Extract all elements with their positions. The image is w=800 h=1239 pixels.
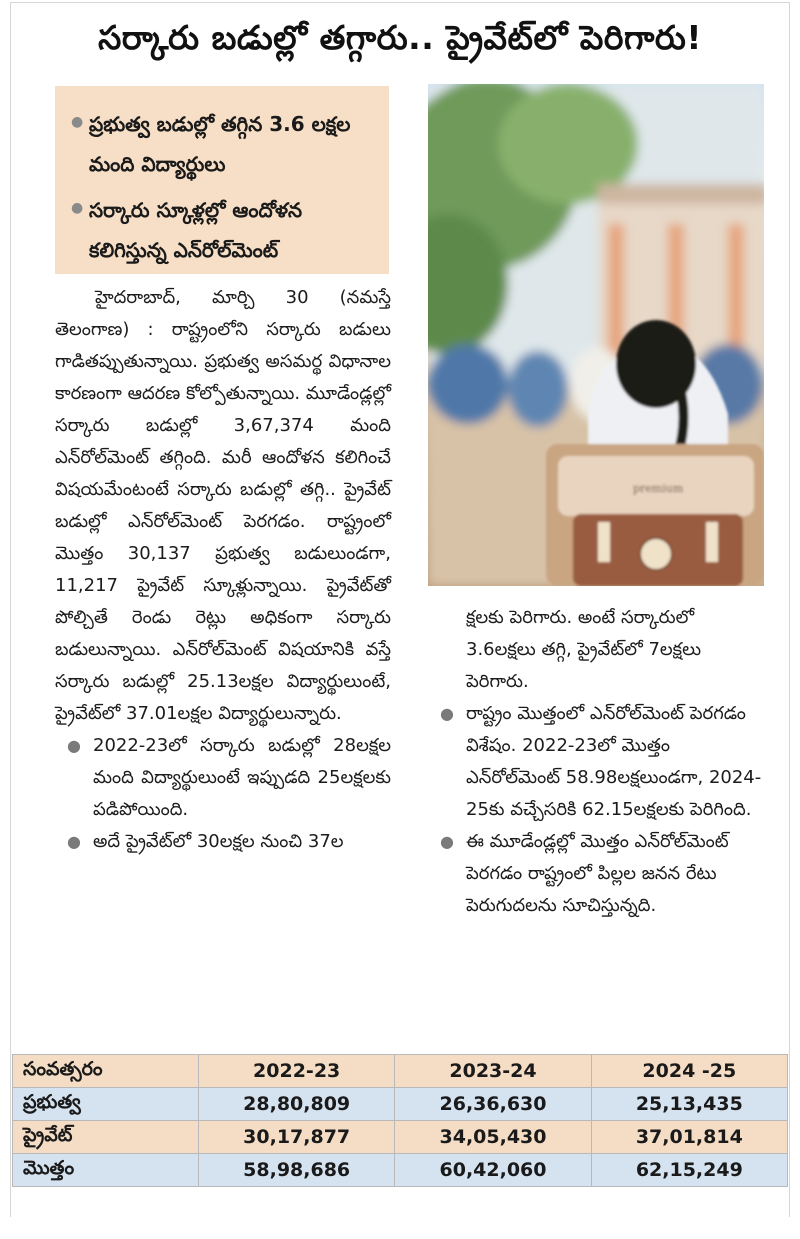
table-cell: 60,42,060 [395, 1154, 591, 1187]
bullet-text: అదే ప్రైవేట్‌లో 30లక్షల నుంచి 37ల [93, 831, 344, 852]
bullet-icon: ● [67, 736, 81, 755]
highlights-box [55, 86, 389, 274]
bullet-point [428, 826, 764, 922]
table-cell: 26,36,630 [395, 1088, 591, 1121]
bullet-icon: ● [67, 832, 81, 851]
bullet-text: ఈ మూడేండ్లల్లో మొత్తం ఎన్‌రోల్‌మెంట్‌ పెరగడం రాష్ట్రంలో పిల్లల జనన రేటు పెరుగుదలను సూచిస్తున్నది. [466, 831, 729, 916]
table-header-cell: 2023-24 [395, 1055, 591, 1088]
lead-paragraph: హైదరాబాద్‌, మార్చి 30 (నమస్తే తెలంగాణ) : రాష్ట్రంలోని సర్కారు బడులు గాడితప్పుతున్నాయి. ప్రభుత్వ అసమర్థ విధానాల కారణంగా ఆదరణ కోల్పోతున్నాయి. మూడేండ్లల్లో సర్కారు బడుల్లో 3,67,374 మంది ఎన్‌రోల్‌మెంట్‌ తగ్గింది. మరీ ఆందోళన కలిగించే విషయమేంటంటే సర్కారు బడుల్లో తగ్గి.. ప్రైవేట్‌ బడుల్లో ఎన్‌రోల్‌మెంట్‌ పెరగడం. రాష్ట్రంలో మొత్తం 30,137 ప్రభుత్వ బడులుండగా, 11,217 ప్రైవేట్‌ స్కూళ్లున్నాయి. ప్రైవేట్‌తో పోల్చితే రెండు రెట్లు అధికంగా సర్కారు బడులున్నాయి. ఎన్‌రోల్‌మెంట్‌ విషయానికి వస్తే సర్కారు బడుల్లో 25.13లక్షల విద్యార్థులుంటే, ప్రైవేట్‌లో 37.01లక్షల విద్యార్థులున్నారు. [55, 287, 391, 724]
table-header-cell: సంవత్సరం [13, 1055, 199, 1088]
table-header-cell: 2024 -25 [591, 1055, 787, 1088]
bullet-point [428, 698, 764, 826]
enrollment-table [12, 1054, 788, 1187]
highlight-item [71, 190, 373, 270]
article-photo [428, 84, 764, 586]
bullet-point [55, 826, 391, 858]
table-row-label: మొత్తం [13, 1154, 199, 1187]
table-row-label: ప్రైవేట్‌ [13, 1121, 199, 1154]
bullet-text: రాష్ట్రం మొత్తంలో ఎన్‌రోల్‌మెంట్‌ పెరగడం విశేషం. 2022-23లో మొత్తం ఎన్‌రోల్‌మెంట్‌ 58.98లక్షలుండగా, 2024-25కు వచ్చేసరికి 62.15లక్షలకు పెరిగింది. [466, 703, 762, 820]
table-cell: 28,80,809 [199, 1088, 395, 1121]
table-cell: 37,01,814 [591, 1121, 787, 1154]
bullet-icon: ● [71, 200, 84, 216]
bullet-point [55, 730, 391, 826]
bullet-icon: ● [440, 704, 454, 723]
highlight-text: ప్రభుత్వ బడుల్లో తగ్గిన 3.6 లక్షల మంది విద్యార్థులు [89, 112, 351, 176]
table-header-row [13, 1055, 788, 1088]
enrollment-table-wrapper [12, 1054, 788, 1187]
table-header-cell: 2022-23 [199, 1055, 395, 1088]
bullet-icon: ● [440, 832, 454, 851]
article-body-right [428, 602, 764, 922]
table-row [13, 1154, 788, 1187]
highlight-item [71, 104, 373, 184]
photo-illustration [428, 84, 764, 586]
article-body-left [55, 282, 391, 858]
table-cell: 62,15,249 [591, 1154, 787, 1187]
bullet-continuation: క్షలకు పెరిగారు. అంటే సర్కారులో 3.6లక్షలు తగ్గి, ప్రైవేట్‌లో 7లక్షలు పెరిగారు. [466, 607, 702, 692]
table-row-label: ప్రభుత్వ [13, 1088, 199, 1121]
table-row [13, 1088, 788, 1121]
table-row [13, 1121, 788, 1154]
bullet-text: 2022-23లో సర్కారు బడుల్లో 28లక్షల మంది విద్యార్థులుంటే ఇప్పుడది 25లక్షలకు పడిపోయింది. [93, 735, 391, 820]
table-cell: 34,05,430 [395, 1121, 591, 1154]
table-cell: 25,13,435 [591, 1088, 787, 1121]
headline: సర్కారు బడుల్లో తగ్గారు.. ప్రైవేట్‌లో పెరిగారు! [98, 18, 702, 57]
svg-text:premium: premium [633, 482, 684, 495]
highlight-text: సర్కారు స్కూళ్లల్లో ఆందోళన కలిగిస్తున్న ఎన్‌రోల్‌మెంట్ [89, 198, 303, 262]
bullet-icon: ● [71, 114, 84, 130]
table-cell: 30,17,877 [199, 1121, 395, 1154]
table-cell: 58,98,686 [199, 1154, 395, 1187]
